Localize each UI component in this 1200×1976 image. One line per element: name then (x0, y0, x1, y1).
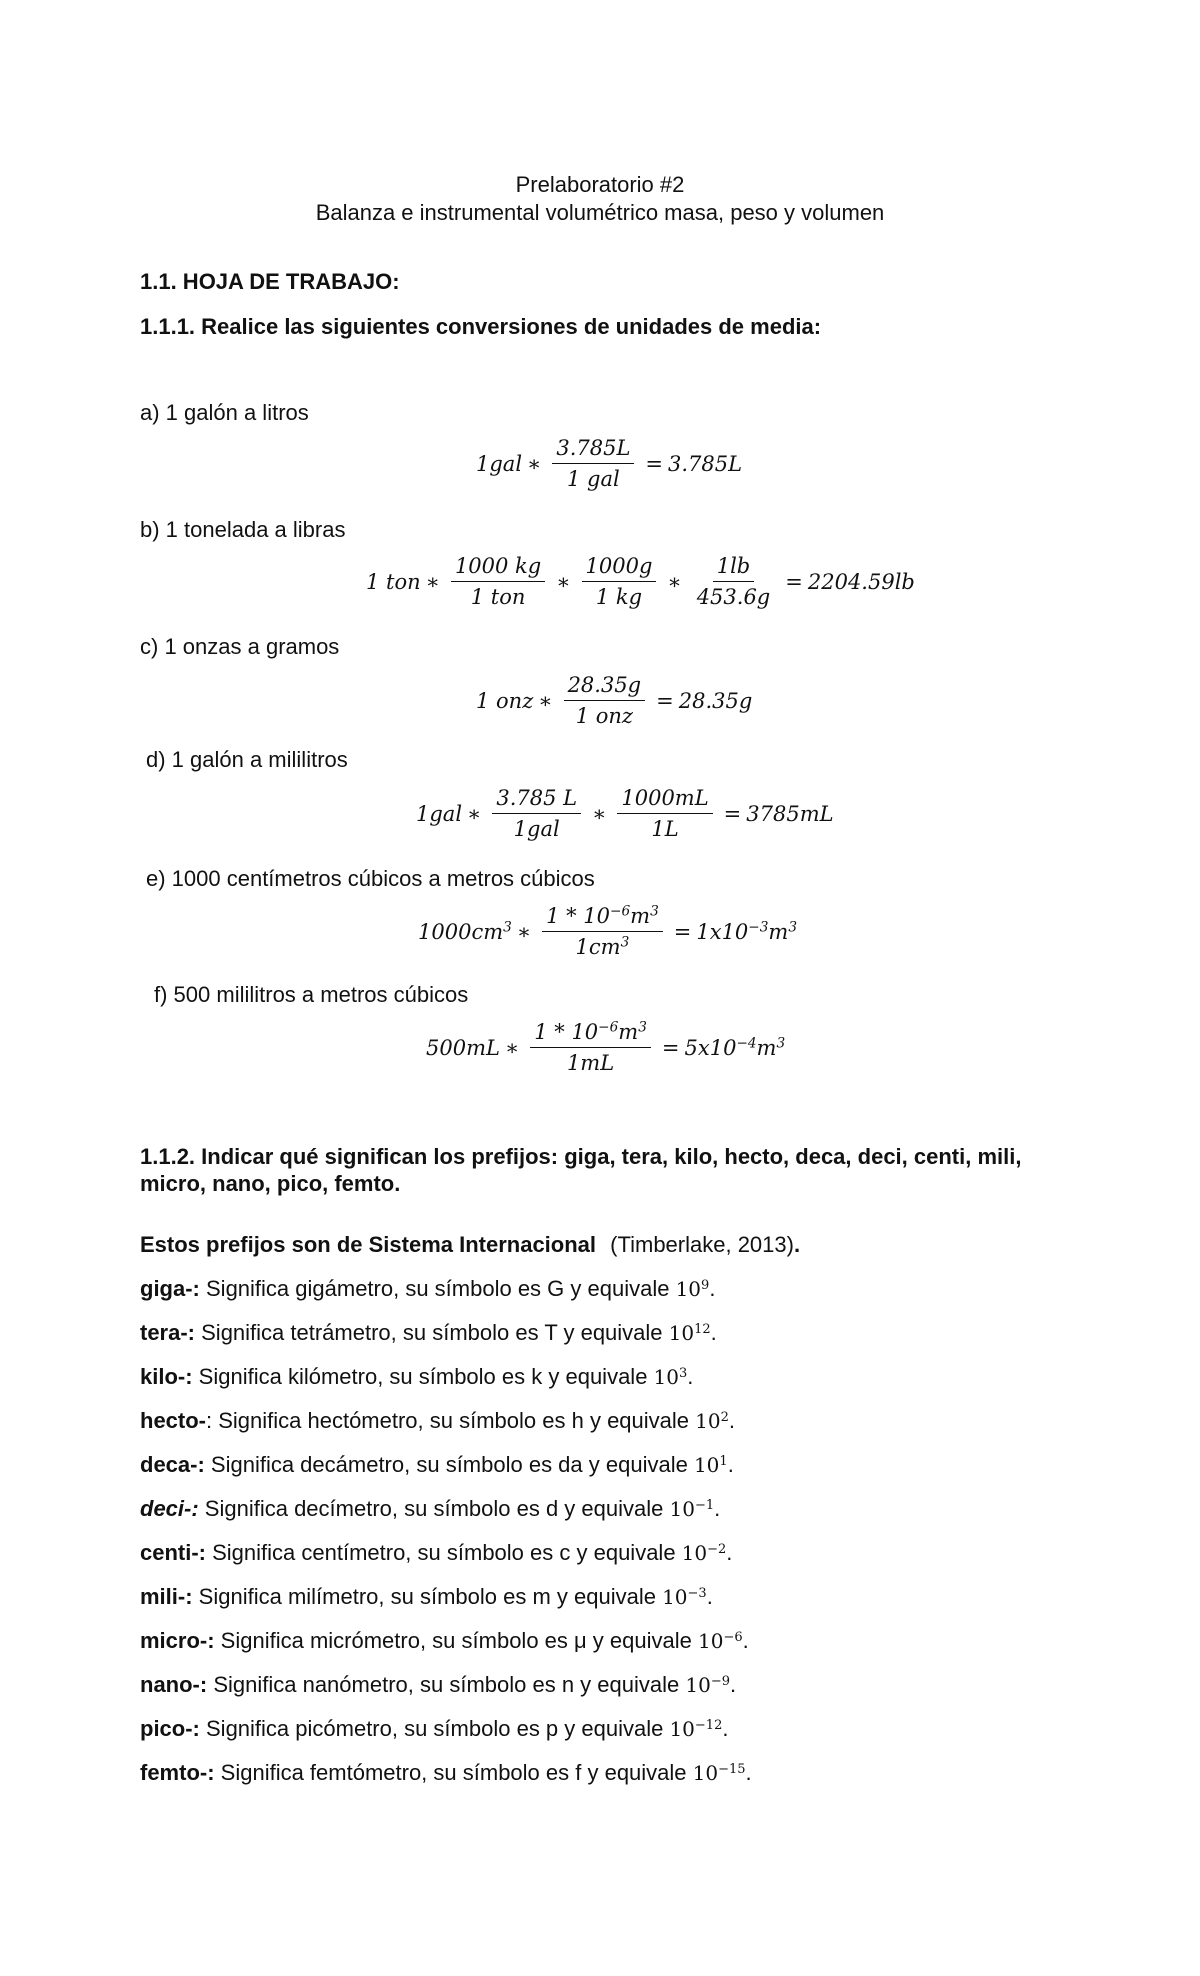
prefix-centi: centi-: Significa centímetro, su símbolo es c y equivale $10^{-2}$. (140, 1540, 733, 1565)
prefix-deca: deca-: Significa decámetro, su símbolo es da y equivale $10^1$. (140, 1452, 734, 1477)
eq-a-fraction: $\frac{3.785L}{\text{1 gal}}$ (552, 436, 634, 491)
document-title: Prelaboratorio #2 (515, 172, 685, 197)
eq-d-start: 1gal (416, 801, 463, 826)
equation-e: $1000cm^3$ ∗ $\frac{1 * 10^{-6}m^3}{1cm^3}$ = $1x10^{-3}m^3$ (418, 903, 798, 960)
eq-e-start: $1000cm^3$ (418, 919, 512, 944)
eq-b-result: 2204.59lb (807, 569, 915, 594)
prefix-nano: nano-: Significa nanómetro, su símbolo es n y equivale $10^{-9}$. (140, 1672, 737, 1697)
conversion-label-d: d) 1 galón a mililitros (146, 747, 348, 772)
eq-b-fraction-3: $\frac{1lb}{453.6g}$ (696, 554, 771, 610)
conversion-label-e: e) 1000 centímetros cúbicos a metros cúbicos (146, 866, 595, 891)
section-heading-1-1-1: 1.1.1. Realice las siguientes conversiones de unidades de media: (140, 314, 822, 339)
eq-c-fraction: $\frac{28.35g}{\text{1 onz}}$ (564, 673, 646, 728)
section-heading-1-1: 1.1. HOJA DE TRABAJO: (140, 269, 400, 294)
eq-c-result: 28.35g (678, 688, 753, 713)
conversion-label-b: b) 1 tonelada a libras (140, 517, 346, 542)
eq-f-fraction: $\frac{1 * 10^{-6}m^3}{1mL}$ (530, 1020, 651, 1075)
prefix-giga: giga-: Significa gigámetro, su símbolo es G y equivale $10^9$. (140, 1276, 716, 1301)
prefix-hecto: hecto-: Significa hectómetro, su símbolo es h y equivale $10^2$. (140, 1408, 735, 1433)
equation-c: 1 onz ∗ $\frac{28.35g}{\text{1 onz}}$ = 28.35g (476, 673, 753, 729)
prefix-tera: tera-: Significa tetrámetro, su símbolo es T y equivale $10^{12}$. (140, 1320, 717, 1345)
equation-f: 500mL ∗ $\frac{1 * 10^{-6}m^3}{1mL}$ = $5x10^{-4}m^3$ (426, 1019, 786, 1076)
equation-a: 1gal ∗ $\frac{3.785L}{\text{1 gal}}$ = 3.785L (476, 436, 743, 492)
prefix-micro: micro-: Significa micrómetro, su símbolo es μ y equivale $10^{-6}$. (140, 1628, 749, 1653)
conversion-label-c: c) 1 onzas a gramos (140, 634, 340, 659)
prefixes-intro-text: Estos prefijos son de Sistema Internacional (140, 1232, 597, 1257)
eq-b-start: 1 ton (366, 569, 421, 594)
prefix-femto: femto-: Significa femtómetro, su símbolo es f y equivale $10^{-15}$. (140, 1760, 752, 1785)
conversion-label-f: f) 500 mililitros a metros cúbicos (154, 982, 469, 1007)
prefixes-citation: (Timberlake, 2013) (610, 1232, 794, 1257)
equation-d: 1gal ∗ $\frac{3.785 L}{\text{1gal}}$ ∗ $\frac{1000mL}{1L}$ = 3785mL (416, 786, 834, 842)
eq-a-result: 3.785L (668, 451, 743, 476)
equation-b: 1 ton ∗ $\frac{1000 kg}{\text{1 ton}}$ ∗ $\frac{1000g}{1 kg}$ ∗ $\frac{1lb}{453.6g}$ = 2204.59lb (366, 554, 915, 610)
eq-e-result: $1x10^{-3}m^3$ (696, 919, 798, 944)
section-heading-1-1-2: 1.1.2. Indicar qué significan los prefijos: giga, tera, kilo, hecto, deca, deci, centi, mili, micro, nano, pico, femto. (140, 1144, 1022, 1196)
eq-c-start: 1 onz (476, 688, 534, 713)
eq-d-fraction-1: $\frac{3.785 L}{\text{1gal}}$ (492, 786, 581, 841)
eq-b-fraction-1: $\frac{1000 kg}{\text{1 ton}}$ (451, 554, 545, 609)
eq-d-fraction-2: $\frac{1000mL}{1L}$ (617, 786, 712, 841)
eq-a-start: 1gal (476, 451, 523, 476)
document-subtitle: Balanza e instrumental volumétrico masa, peso y volumen (315, 200, 885, 225)
eq-f-start: 500mL (426, 1035, 500, 1060)
prefixes-intro: Estos prefijos son de Sistema Internacional (Timberlake, 2013). (140, 1232, 801, 1257)
eq-b-fraction-2: $\frac{1000g}{1 kg}$ (582, 554, 657, 609)
prefix-kilo: kilo-: Significa kilómetro, su símbolo es k y equivale $10^3$. (140, 1364, 694, 1389)
conversion-label-a: a) 1 galón a litros (140, 400, 309, 425)
eq-e-fraction: $\frac{1 * 10^{-6}m^3}{1cm^3}$ (542, 904, 663, 959)
eq-f-result: $5x10^{-4}m^3$ (684, 1035, 786, 1060)
prefix-mili: mili-: Significa milímetro, su símbolo es m y equivale $10^{-3}$. (140, 1584, 713, 1609)
prefix-deci: deci-: Significa decímetro, su símbolo es d y equivale $10^{-1}$. (140, 1496, 721, 1521)
eq-d-result: 3785mL (746, 801, 834, 826)
prefix-pico: pico-: Significa picómetro, su símbolo es p y equivale $10^{-12}$. (140, 1716, 729, 1741)
